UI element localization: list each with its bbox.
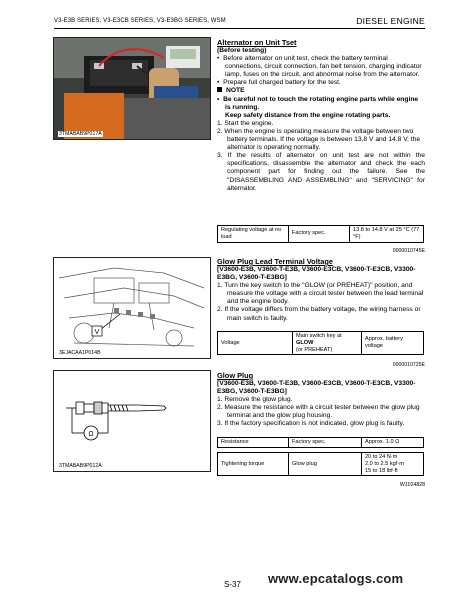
glow-plug-torque-table [217, 452, 424, 476]
step-item: 3. If the results of alternator on unit test are not within the specifications, disassemble the alternator and check the each component part for finding out the failure. See the "DISASSEMBLING AND ASSEMBLING" and "SERVICING" for alternator. [217, 152, 425, 192]
spec-label: Regulating voltage at no load [218, 226, 289, 243]
doc-code: W1024828 [399, 482, 425, 488]
step-item: 1. Turn the key switch to the "GLOW (or PREHEAT)" position, and measure the voltage with a circuit tester between the lead terminal and the engine body. [217, 282, 424, 306]
step-item: 3. If the factory specification is not indicated, glow plug is faulty. [217, 420, 405, 428]
section-title: Glow Plug Lead Terminal Voltage [217, 257, 333, 266]
alternator-test-photo [53, 37, 211, 140]
figure-caption: 3TMABAB9P017A [59, 131, 102, 137]
doc-code: 0000010745E [392, 248, 425, 254]
note-label: NOTE [217, 87, 425, 95]
spec-value: 20 to 24 N·m 2.0 to 2.5 kgf·m 15 to 18 lbf·ft [362, 453, 424, 476]
section-title: Glow Plug [217, 371, 254, 380]
section-subtitle: (Before testing) [217, 47, 267, 54]
glow-plug-section [217, 371, 425, 429]
spec-value: Approx. battery voltage [362, 332, 424, 355]
step-item: 1. Remove the glow plug. [217, 396, 293, 404]
spec-label: Resistance [218, 438, 289, 448]
spec-value: Approx. 1.0 Ω [362, 438, 424, 448]
spec-type: Factory spec. [289, 226, 350, 243]
glow-plug-drawing [53, 370, 211, 472]
section-title: Alternator on Unit Tset [217, 38, 297, 47]
svg-text:V: V [94, 329, 100, 336]
step-item: 2. If the voltage differs from the battery voltage, the wiring harness or main switch is faulty. [217, 306, 421, 322]
step-item: 2. When the engine is operating measure the voltage between two battery terminals. If the voltage is between 13.8 V and 14.8 V, the alternator is operating normally. [217, 127, 421, 152]
header-section: DIESEL ENGINE [356, 16, 425, 26]
watermark: www.epcatalogs.com [268, 571, 404, 586]
spec-part: Glow plug [289, 453, 362, 476]
page-number: S-37 [224, 580, 241, 589]
model-list: [V3600-E3B, V3600-T-E3B, V3600-E3CB, V3600-T-E3CB, V3300-E3BG, V3600-T-E3BG] [217, 380, 416, 396]
note-square-icon [217, 87, 222, 92]
header-series: V3-E3B SERIES, V3-E3CB SERIES, V3-E3BG SERIES, WSM [54, 18, 226, 24]
figure-caption: 3TMABAB9P012A [59, 463, 102, 469]
figure-caption: 3EJACAA1P014B [59, 350, 101, 356]
note-item: • Be careful not to touch the rotating engine parts while engine is running. Keep safety distance from the engine rotating parts. [217, 95, 419, 119]
doc-code: 0000010725E [392, 362, 425, 368]
step-item: 2. Measure the resistance with a circuit tester between the glow plug terminal and the glow plug housing. [217, 404, 420, 420]
bullet-item: • Prepare full charged battery for the test. [217, 79, 341, 87]
glow-lead-spec-table [217, 331, 424, 355]
spec-condition: Main switch key at GLOW (or PREHEAT) [293, 332, 362, 355]
ohm-symbol: Ω [88, 431, 94, 438]
alternator-spec-table [217, 225, 424, 243]
spec-type: Factory spec. [289, 438, 362, 448]
glow-plug-resistance-table [217, 437, 424, 448]
bullet-item: • Before alternator on unit test, check the battery terminal connections, circuit connection, fan belt tension, charging indicator lamp, fuses on the circuit, and abnormal noise from the alternator. [217, 55, 422, 79]
spec-label: Voltage [218, 332, 293, 355]
spec-label: Tightening torque [218, 453, 289, 476]
header-rule [54, 28, 425, 29]
alternator-section [217, 38, 425, 193]
model-list: [V3600-E3B, V3600-T-E3B, V3600-E3CB, V3600-T-E3CB, V3300-E3BG, V3600-T-E3BG] [217, 266, 416, 282]
glow-lead-terminal-drawing [53, 257, 211, 359]
glow-lead-section [217, 257, 425, 323]
spec-value: 13.8 to 14.8 V at 25 °C (77 °F) [350, 226, 424, 243]
step-item: 1. Start the engine. [217, 119, 274, 127]
